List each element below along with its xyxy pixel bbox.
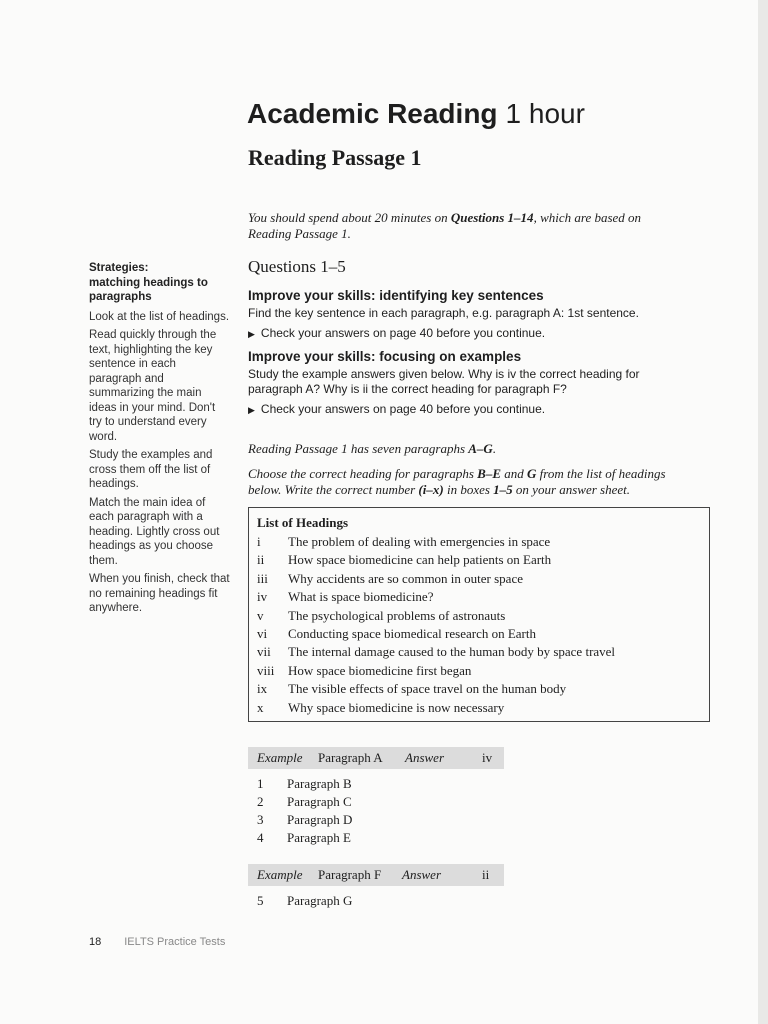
heading-number: x [257,699,264,715]
heading-text: How space biomedicine first began [288,662,472,678]
question-row [257,812,352,828]
heading-number: viii [257,662,275,678]
page-title [247,98,585,130]
check-text: Check your answers on page 40 before you continue. [260,402,546,416]
book-title: IELTS Practice Tests [124,936,226,948]
question-text: Paragraph B [287,776,352,791]
heading-item [257,551,701,569]
heading-number: iv [257,589,268,605]
instr-bold: B–E [477,466,502,481]
heading-item [257,625,701,643]
instr-bold: 1–5 [493,482,513,497]
strategy-tip: When you finish, check that no remaining headings fit anywhere. [89,573,230,614]
example-paragraph: Paragraph A [318,750,383,765]
instr-text: Reading Passage 1 has seven paragraphs [248,441,469,456]
instr-bold: A–G [468,441,493,456]
example-answer-label: Answer [402,867,441,882]
question-row [257,794,352,810]
triangle-bullet-icon: ▶ [248,329,255,339]
intro-post: , which are based on Reading Passage 1. [248,210,642,241]
question-text: Paragraph D [287,812,353,827]
example-answer: iv [482,750,493,765]
page-edge [758,0,768,1024]
instruction-line-1 [248,441,688,457]
heading-number: ix [257,681,268,697]
question-number: 5 [257,893,264,908]
strategy-tip: Look at the list of headings. [89,310,230,323]
instr-bold: (i–x) [418,482,444,497]
question-number: 1 [257,776,264,791]
strategies-heading-2: matching headings to paragraphs [89,276,208,303]
instr-text: Choose the correct heading for paragraphs [248,466,478,481]
example-answer-label: Answer [405,750,444,765]
heading-text: Why space biomedicine is now necessary [288,699,505,715]
heading-item [257,662,701,680]
heading-text: Conducting space biomedical research on Earth [288,626,536,642]
instruction-line-2 [248,466,688,498]
heading-number: vi [257,626,268,642]
skill-text: Find the key sentence in each paragraph, e.g. paragraph A: 1st sentence. [248,306,639,320]
heading-text: The internal damage caused to the human body by space travel [288,644,616,660]
question-row [257,893,352,909]
question-number: 4 [257,830,264,845]
title-main: Academic Reading [247,98,498,129]
heading-text: How space biomedicine can help patients on Earth [288,552,552,568]
instr-bold: G [527,466,537,481]
heading-item [257,699,701,717]
check-text: Check your answers on page 40 before you continue. [260,326,546,340]
skill-block-examples [248,349,688,418]
heading-item [257,643,701,661]
question-text: Paragraph C [287,794,352,809]
heading-number: iii [257,570,268,586]
check-note [248,326,688,342]
heading-text: The problem of dealing with emergencies in space [288,534,551,549]
instr-text: . [492,441,497,456]
example-label: Example [257,867,303,882]
heading-number: v [257,607,264,623]
questions-heading: Questions 1–5 [248,257,346,276]
list-of-headings-title: List of Headings [257,515,349,530]
heading-item [257,588,701,606]
heading-item [257,680,701,698]
skill-text: Study the example answers given below. Why is iv the correct heading for paragraph A? Why is ii the correct heading for paragraph F? [248,367,640,396]
example-bar-f [248,864,504,886]
heading-number: vii [257,644,271,660]
question-row [257,830,351,846]
question-text: Paragraph E [287,830,351,845]
skill-heading: Improve your skills: identifying key sentences [248,288,544,303]
question-number: 3 [257,812,264,827]
heading-number: i [257,534,261,549]
skill-block-key-sentences [248,288,688,342]
passage-title: Reading Passage 1 [248,145,422,170]
instr-text: from the list of headings below. Write the correct number [248,466,666,497]
strategy-tip: Study the examples and cross them off the list of headings. [89,449,213,490]
triangle-bullet-icon: ▶ [248,405,255,415]
heading-item [257,570,701,588]
question-text: Paragraph G [287,893,353,908]
example-label: Example [257,750,303,765]
strategies-heading-1: Strategies: [89,262,149,274]
intro-pre: You should spend about 20 minutes on [248,210,451,225]
heading-text: The visible effects of space travel on the human body [288,681,567,697]
instr-text: and [501,466,528,481]
strategy-tip: Read quickly through the text, highlighting the key sentence in each paragraph and summarizing the main ideas in your mind. Don't try to understand every word. [89,329,217,443]
example-bar-a [248,747,504,769]
list-of-headings-box [248,507,710,722]
title-duration: 1 hour [505,98,585,129]
page-number: 18 [89,936,102,948]
skill-heading: Improve your skills: focusing on examples [248,349,522,364]
intro-text [248,210,678,242]
intro-bold: Questions 1–14 [450,210,534,225]
heading-number: ii [257,552,265,568]
strategies-sidebar [89,261,231,620]
page-footer [89,936,225,948]
question-number: 2 [257,794,264,809]
heading-text: The psychological problems of astronauts [288,607,506,623]
question-row [257,776,352,792]
example-answer: ii [482,867,490,882]
example-paragraph: Paragraph F [318,867,382,882]
check-note [248,402,688,418]
instr-text: in boxes [443,482,494,497]
strategy-tip: Match the main idea of each paragraph with a heading. Lightly cross out headings as you choose them. [89,496,220,567]
heading-text: Why accidents are so common in outer space [288,570,523,586]
heading-text: What is space biomedicine? [288,589,434,605]
heading-item [257,533,701,551]
instr-text: on your answer sheet. [512,482,631,497]
heading-item [257,607,701,625]
